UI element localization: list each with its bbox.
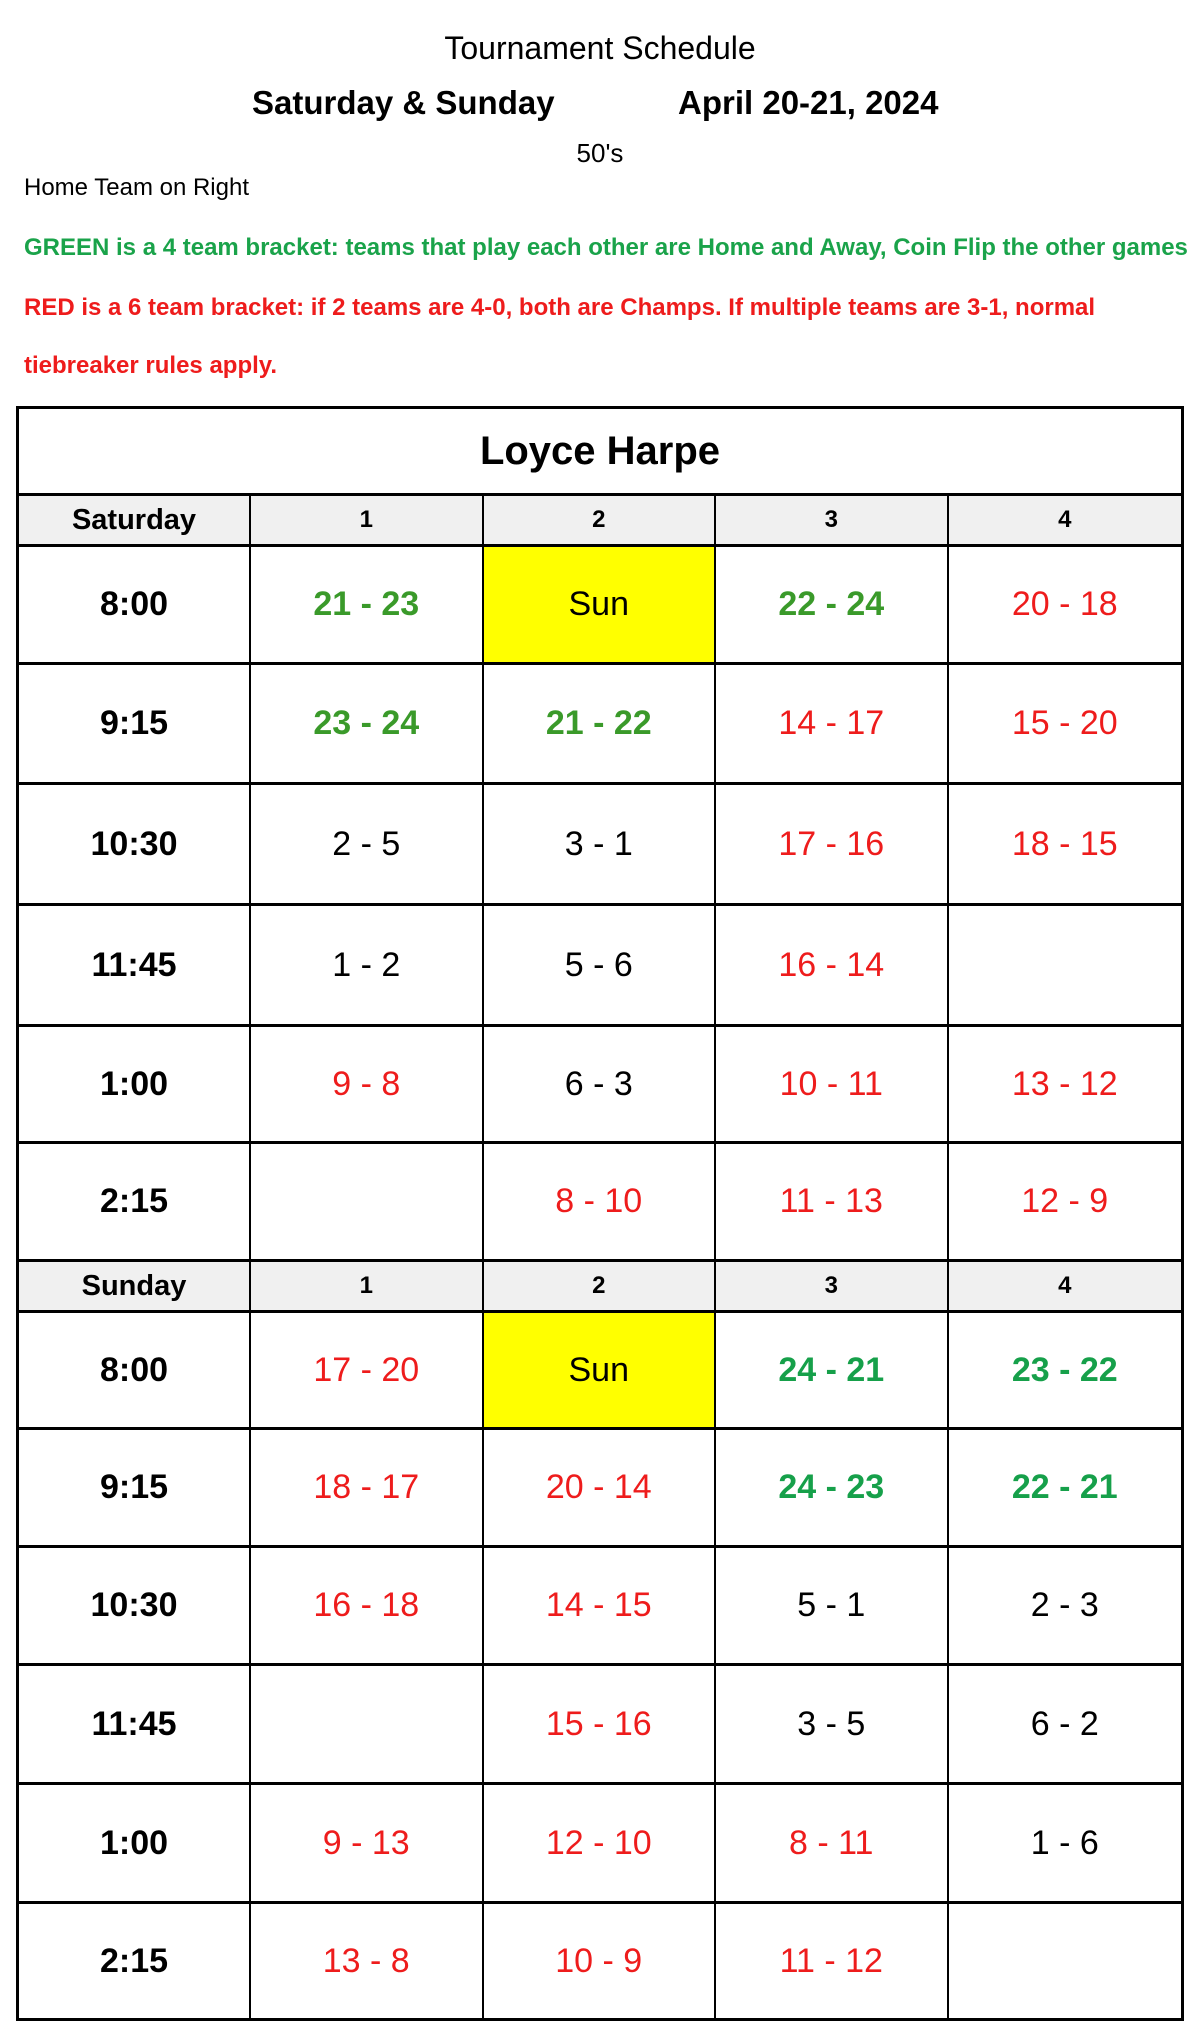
column-header: 3: [716, 496, 949, 544]
game-cell: 18 - 15: [1011, 824, 1118, 863]
empty-cell: [949, 1904, 1182, 2018]
division-label: 50's: [576, 138, 624, 168]
table-row: [19, 1904, 1181, 2018]
game-cell: 5 - 6: [484, 906, 717, 1024]
table-row: [19, 906, 1181, 1027]
time-slot: 9:15: [19, 1430, 251, 1545]
time-slot: 1:00: [19, 1027, 251, 1141]
table-row: [19, 665, 1181, 785]
time-slot: 11:45: [19, 1666, 251, 1782]
schedule-table: [16, 406, 1184, 2021]
time-slot: 10:30: [19, 1548, 251, 1663]
game-cell: 18 - 17: [251, 1430, 484, 1545]
column-header: 3: [716, 1262, 949, 1310]
game-cell: 10 - 11: [716, 1027, 949, 1141]
game-cell: 23 - 22: [1011, 1350, 1118, 1389]
game-cell: 24 - 21: [716, 1313, 949, 1427]
game-cell: 24 - 23: [716, 1430, 949, 1545]
sunday-header-row: [19, 1262, 1181, 1313]
game-cell: 16 - 14: [716, 906, 949, 1024]
game-cell: 2 - 3: [1030, 1586, 1099, 1624]
game-cell: 9 - 13: [251, 1785, 484, 1901]
time-slot: 11:45: [19, 906, 251, 1024]
table-row: [19, 1144, 1181, 1262]
saturday-header-row: [19, 496, 1181, 547]
time-slot: 10:30: [19, 785, 251, 903]
note-green-bracket: GREEN is a 4 team bracket: teams that play each other are Home and Away, Coin Flip the other games: [24, 234, 1188, 261]
event-days: Saturday & Sunday: [252, 84, 555, 121]
table-row: [19, 1666, 1181, 1785]
game-cell: 13 - 8: [251, 1904, 484, 2018]
empty-cell: [251, 1144, 484, 1259]
note-red-bracket: RED is a 6 team bracket: if 2 teams are 4-0, both are Champs. If multiple teams are 3-1, normal: [24, 294, 1096, 321]
game-cell: 1 - 2: [251, 906, 484, 1024]
empty-cell: [251, 1666, 484, 1782]
table-row: [19, 1785, 1181, 1904]
game-cell: 6 - 3: [484, 1027, 717, 1141]
game-cell: 14 - 15: [484, 1548, 717, 1663]
game-cell: 17 - 20: [251, 1313, 484, 1427]
game-cell: 13 - 12: [1011, 1064, 1118, 1103]
day-label: Sunday: [19, 1262, 251, 1310]
time-slot: 8:00: [19, 1313, 251, 1427]
game-cell: 16 - 18: [251, 1548, 484, 1663]
game-cell: 11 - 13: [716, 1144, 949, 1259]
game-cell: 15 - 20: [1011, 704, 1118, 742]
game-cell: 17 - 16: [716, 785, 949, 903]
note-red-bracket-cont: tiebreaker rules apply.: [24, 352, 278, 379]
time-slot: 1:00: [19, 1785, 251, 1901]
game-cell: 2 - 5: [251, 785, 484, 903]
game-cell: 5 - 1: [716, 1548, 949, 1663]
sun-highlight-cell: Sun: [484, 547, 717, 662]
venue-title: Loyce Harpe: [19, 409, 1181, 496]
day-label: Saturday: [19, 496, 251, 544]
game-cell: 8 - 11: [716, 1785, 949, 1901]
table-row: [19, 1027, 1181, 1144]
game-cell: 6 - 2: [1030, 1704, 1099, 1743]
game-cell: 12 - 10: [484, 1785, 717, 1901]
game-cell: 12 - 9: [1021, 1182, 1109, 1220]
empty-cell: [949, 906, 1182, 1024]
column-header: 2: [484, 496, 717, 544]
column-header: 2: [484, 1262, 717, 1310]
note-home-team: Home Team on Right: [24, 174, 249, 201]
game-cell: 8 - 10: [484, 1144, 717, 1259]
time-slot: 2:15: [19, 1144, 251, 1259]
game-cell: 11 - 12: [716, 1904, 949, 2018]
game-cell: 10 - 9: [484, 1904, 717, 2018]
sun-highlight-cell: Sun: [484, 1313, 717, 1427]
page-title: Tournament Schedule: [444, 30, 756, 66]
game-cell: 9 - 8: [251, 1027, 484, 1141]
table-row: [19, 1548, 1181, 1666]
game-cell: 21 - 23: [251, 547, 484, 662]
game-cell: 21 - 22: [484, 665, 717, 782]
table-row: [19, 785, 1181, 906]
game-cell: 20 - 14: [484, 1430, 717, 1545]
time-slot: 8:00: [19, 547, 251, 662]
time-slot: 9:15: [19, 665, 251, 782]
event-dates: April 20-21, 2024: [678, 84, 939, 121]
game-cell: 23 - 24: [251, 665, 484, 782]
column-header: 4: [1058, 1272, 1072, 1299]
game-cell: 15 - 16: [484, 1666, 717, 1782]
game-cell: 14 - 17: [716, 665, 949, 782]
column-header: 1: [251, 1262, 484, 1310]
game-cell: 20 - 18: [1011, 585, 1118, 623]
time-slot: 2:15: [19, 1904, 251, 2018]
game-cell: 1 - 6: [1030, 1823, 1099, 1862]
game-cell: 3 - 5: [716, 1666, 949, 1782]
table-row: [19, 1430, 1181, 1548]
game-cell: 22 - 21: [1011, 1468, 1118, 1506]
table-row: [19, 1313, 1181, 1430]
column-header: 1: [251, 496, 484, 544]
table-row: [19, 547, 1181, 665]
game-cell: 22 - 24: [716, 547, 949, 662]
column-header: 4: [1058, 506, 1072, 533]
game-cell: 3 - 1: [484, 785, 717, 903]
